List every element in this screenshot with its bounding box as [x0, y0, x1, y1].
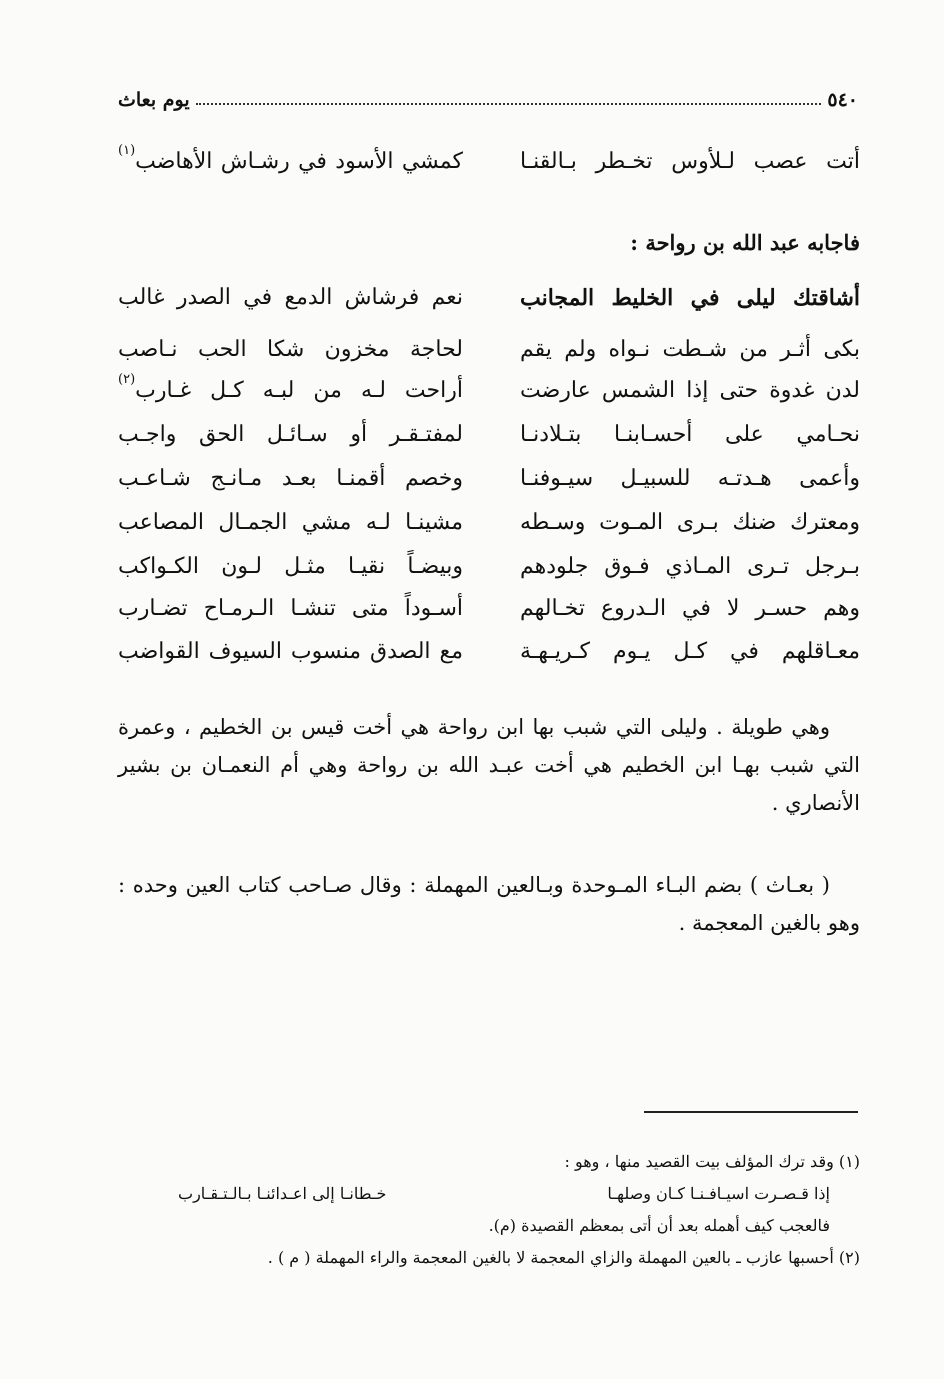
footnote-separator [644, 1111, 858, 1113]
opening-verse [118, 142, 860, 182]
footnote-1-verse [118, 1178, 860, 1210]
verse-hemistich-left: كمشي الأسود في رشـاش الأهاضب$^{(١)}$ [118, 143, 463, 174]
verse-hemistich-right: معـاقلهم في كـل يـوم كـريـهـة [520, 639, 860, 664]
verse-hemistich-right: بـرجل تـرى المـاذي فـوق جلودهم [520, 554, 860, 579]
verse-hemistich-left: نعم فرشاش الدمع في الصدر غالب [118, 285, 463, 310]
poem-verse [118, 278, 860, 318]
verse-hemistich-right: بكى أثـر من شـطت نـواه ولم يقم [520, 337, 860, 362]
verse-hemistich-left: وبيضـاً نقيـا مثـل لـون الكـواكب [118, 554, 463, 579]
paragraph-text: وهي طويلة . وليلى التي شبب بها ابن رواحة هي أخت قيس بن الخطيم ، وعمرة التي شبب بهـا ابن الخطيم هي أخت عبـد الله بن رواحة وهي أم النعمـان بن بشير الأنصاري . [118, 715, 860, 815]
verse-hemistich-right: أشاقتك ليلى في الخليط المجانب [520, 285, 860, 311]
footnotes [118, 1146, 860, 1274]
footnote-verse-right: إذا قـصـرت اسيـافـنـا كـان وصلهـا [607, 1184, 830, 1203]
verse-hemistich-left: مشينـا لـه مشي الجمـال المصاعب [118, 510, 463, 535]
footnote-2: (٢) أحسبها عازب ـ بالعين المهملة والزاي المعجمة لا بالغين المعجمة والراء المهملة ( م ) . [267, 1248, 860, 1267]
poem-verse [118, 503, 860, 543]
page-header [118, 86, 858, 114]
body-paragraph [118, 866, 860, 942]
footnote-1-tail: فالعجب كيف أهمله بعد أن أتى بمعظم القصيدة (م). [488, 1216, 830, 1235]
verse-hemistich-left: أسـوداً متى تنشـا الـرمـاح تضـارب [118, 596, 463, 621]
running-title: يوم بعاث [118, 89, 190, 111]
verse-hemistich-right: ومعترك ضنك بـرى المـوت وسـطه [520, 510, 860, 535]
verse-hemistich-left: مع الصدق منسوب السيوف القواضب [118, 639, 463, 664]
verse-introduction: فاجابه عبد الله بن رواحة : [630, 230, 860, 255]
header-dot-leader [196, 95, 822, 105]
verse-hemistich-left: وخصم أقمنـا بعـد مـانـج شـاعـب [118, 466, 463, 491]
poem-verse [118, 547, 860, 587]
footnote-verse-left: خـطانـا إلى اعـدائنـا بـالـتـقـارب [178, 1184, 387, 1203]
verse-hemistich-left: لحاجة مخزون شكا الحب نـاصب [118, 337, 463, 362]
footnote-mark-1: (١) [118, 143, 136, 158]
verse-hemistich-left: لمفتـقـر أو سـائـل الحق واجـب [118, 422, 463, 447]
poem-verse [118, 371, 860, 411]
footnote-1: (١) وقد ترك المؤلف بيت القصيد منها ، وهو : [564, 1152, 860, 1171]
verse-hemistich-right: وهم حسـر لا في الـدروع تخـالهم [520, 596, 860, 621]
poem-verse [118, 330, 860, 370]
poem-verse [118, 459, 860, 499]
verse-hemistich-right: لدن غدوة حتى إذا الشمس عارضت [520, 378, 860, 403]
verse-hemistich-left: أراحت لـه من لبـه كـل غـارب$^{(٢)}$ [118, 372, 463, 403]
page-number: ٥٤٠ [827, 89, 858, 111]
poem-verse [118, 589, 860, 629]
verse-hemistich-right: وأعمى هـدتـه للسبيـل سيـوفنـا [520, 466, 860, 491]
poem-verse [118, 415, 860, 455]
verse-hemistich-right: أتت عصب لـلأوس تخـطر بـالقنـا [520, 149, 860, 174]
paragraph-text: ( بعـاث ) بضم البـاء المـوحدة وبـالعين المهملة : وقال صـاحب كتاب العين وحده : وهو بالغين المعجمة . [118, 873, 860, 935]
body-paragraph [118, 708, 860, 822]
poem-verse [118, 632, 860, 672]
verse-hemistich-right: نحـامي على أحسـابنـا بتـلادنـا [520, 422, 860, 447]
footnote-mark-2: (٢) [118, 372, 136, 387]
